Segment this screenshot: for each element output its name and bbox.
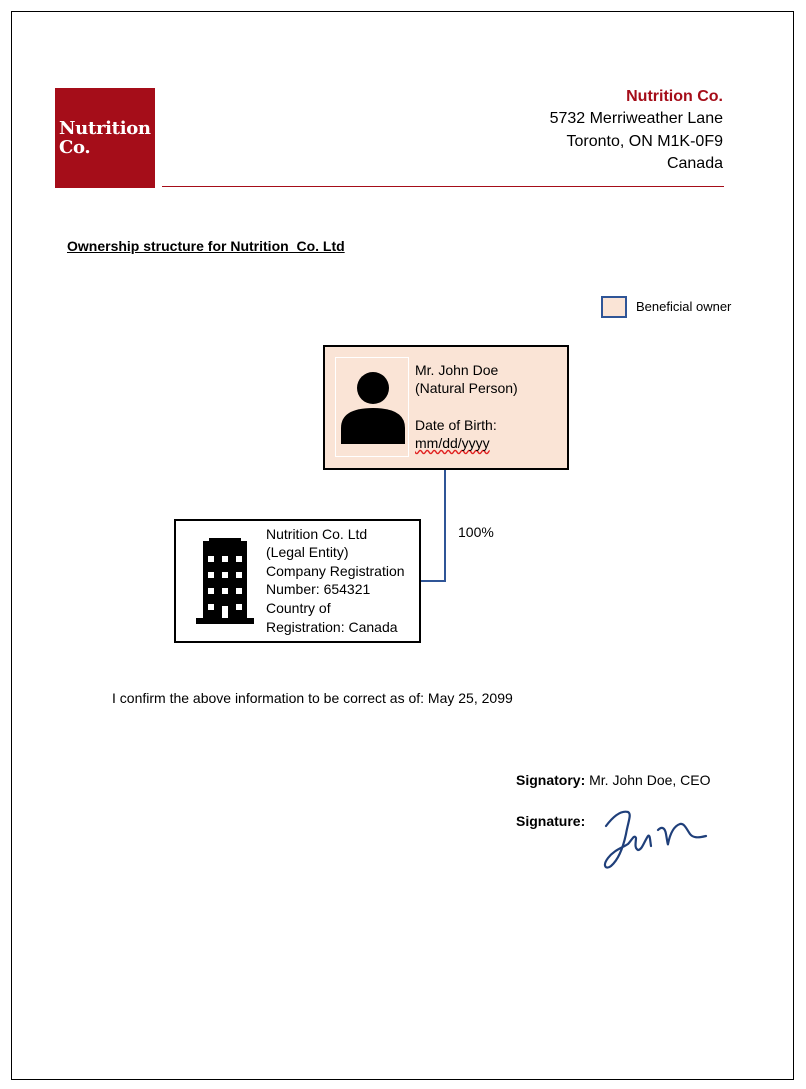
signatory-row	[516, 772, 711, 788]
signatory-value: Mr. John Doe, CEO	[589, 772, 711, 788]
entity-type: (Legal Entity)	[266, 544, 349, 560]
logo-line-2: Co.	[59, 137, 91, 158]
company-name: Nutrition Co.	[626, 88, 723, 105]
legend-label: Beneficial owner	[636, 299, 732, 314]
owner-name: Mr. John Doe	[415, 362, 499, 378]
entity-country-value: Registration: Canada	[266, 619, 398, 635]
entity-country-label: Country of	[266, 600, 331, 616]
signatory-label: Signatory:	[516, 772, 586, 788]
signature-label: Signature:	[516, 813, 586, 829]
ownership-percent: 100%	[458, 524, 494, 540]
entity-registration-label: Company Registration	[266, 563, 405, 579]
signature-row	[516, 813, 585, 829]
entity-name: Nutrition Co. Ltd	[266, 526, 368, 542]
document-title: Ownership structure for Nutrition Co. Ltd	[67, 238, 345, 254]
building-icon	[196, 538, 254, 626]
owner-type: (Natural Person)	[415, 380, 518, 396]
owner-photo-frame	[335, 357, 409, 457]
logo-line-1: Nutrition	[59, 118, 151, 139]
handwritten-signature	[598, 804, 713, 874]
owner-dob-value: mm/dd/yyyy	[415, 435, 490, 451]
confirmation-statement: I confirm the above information to be correct as of: May 25, 2099	[112, 690, 513, 706]
address-line-3: Canada	[666, 155, 723, 172]
owner-dob-label: Date of Birth:	[415, 417, 497, 433]
address-line-2: Toronto, ON M1K-0F9	[566, 133, 723, 150]
address-line-1: 5732 Merriweather Lane	[549, 110, 723, 127]
entity-registration-number: Number: 654321	[266, 581, 371, 597]
person-icon	[338, 370, 406, 444]
